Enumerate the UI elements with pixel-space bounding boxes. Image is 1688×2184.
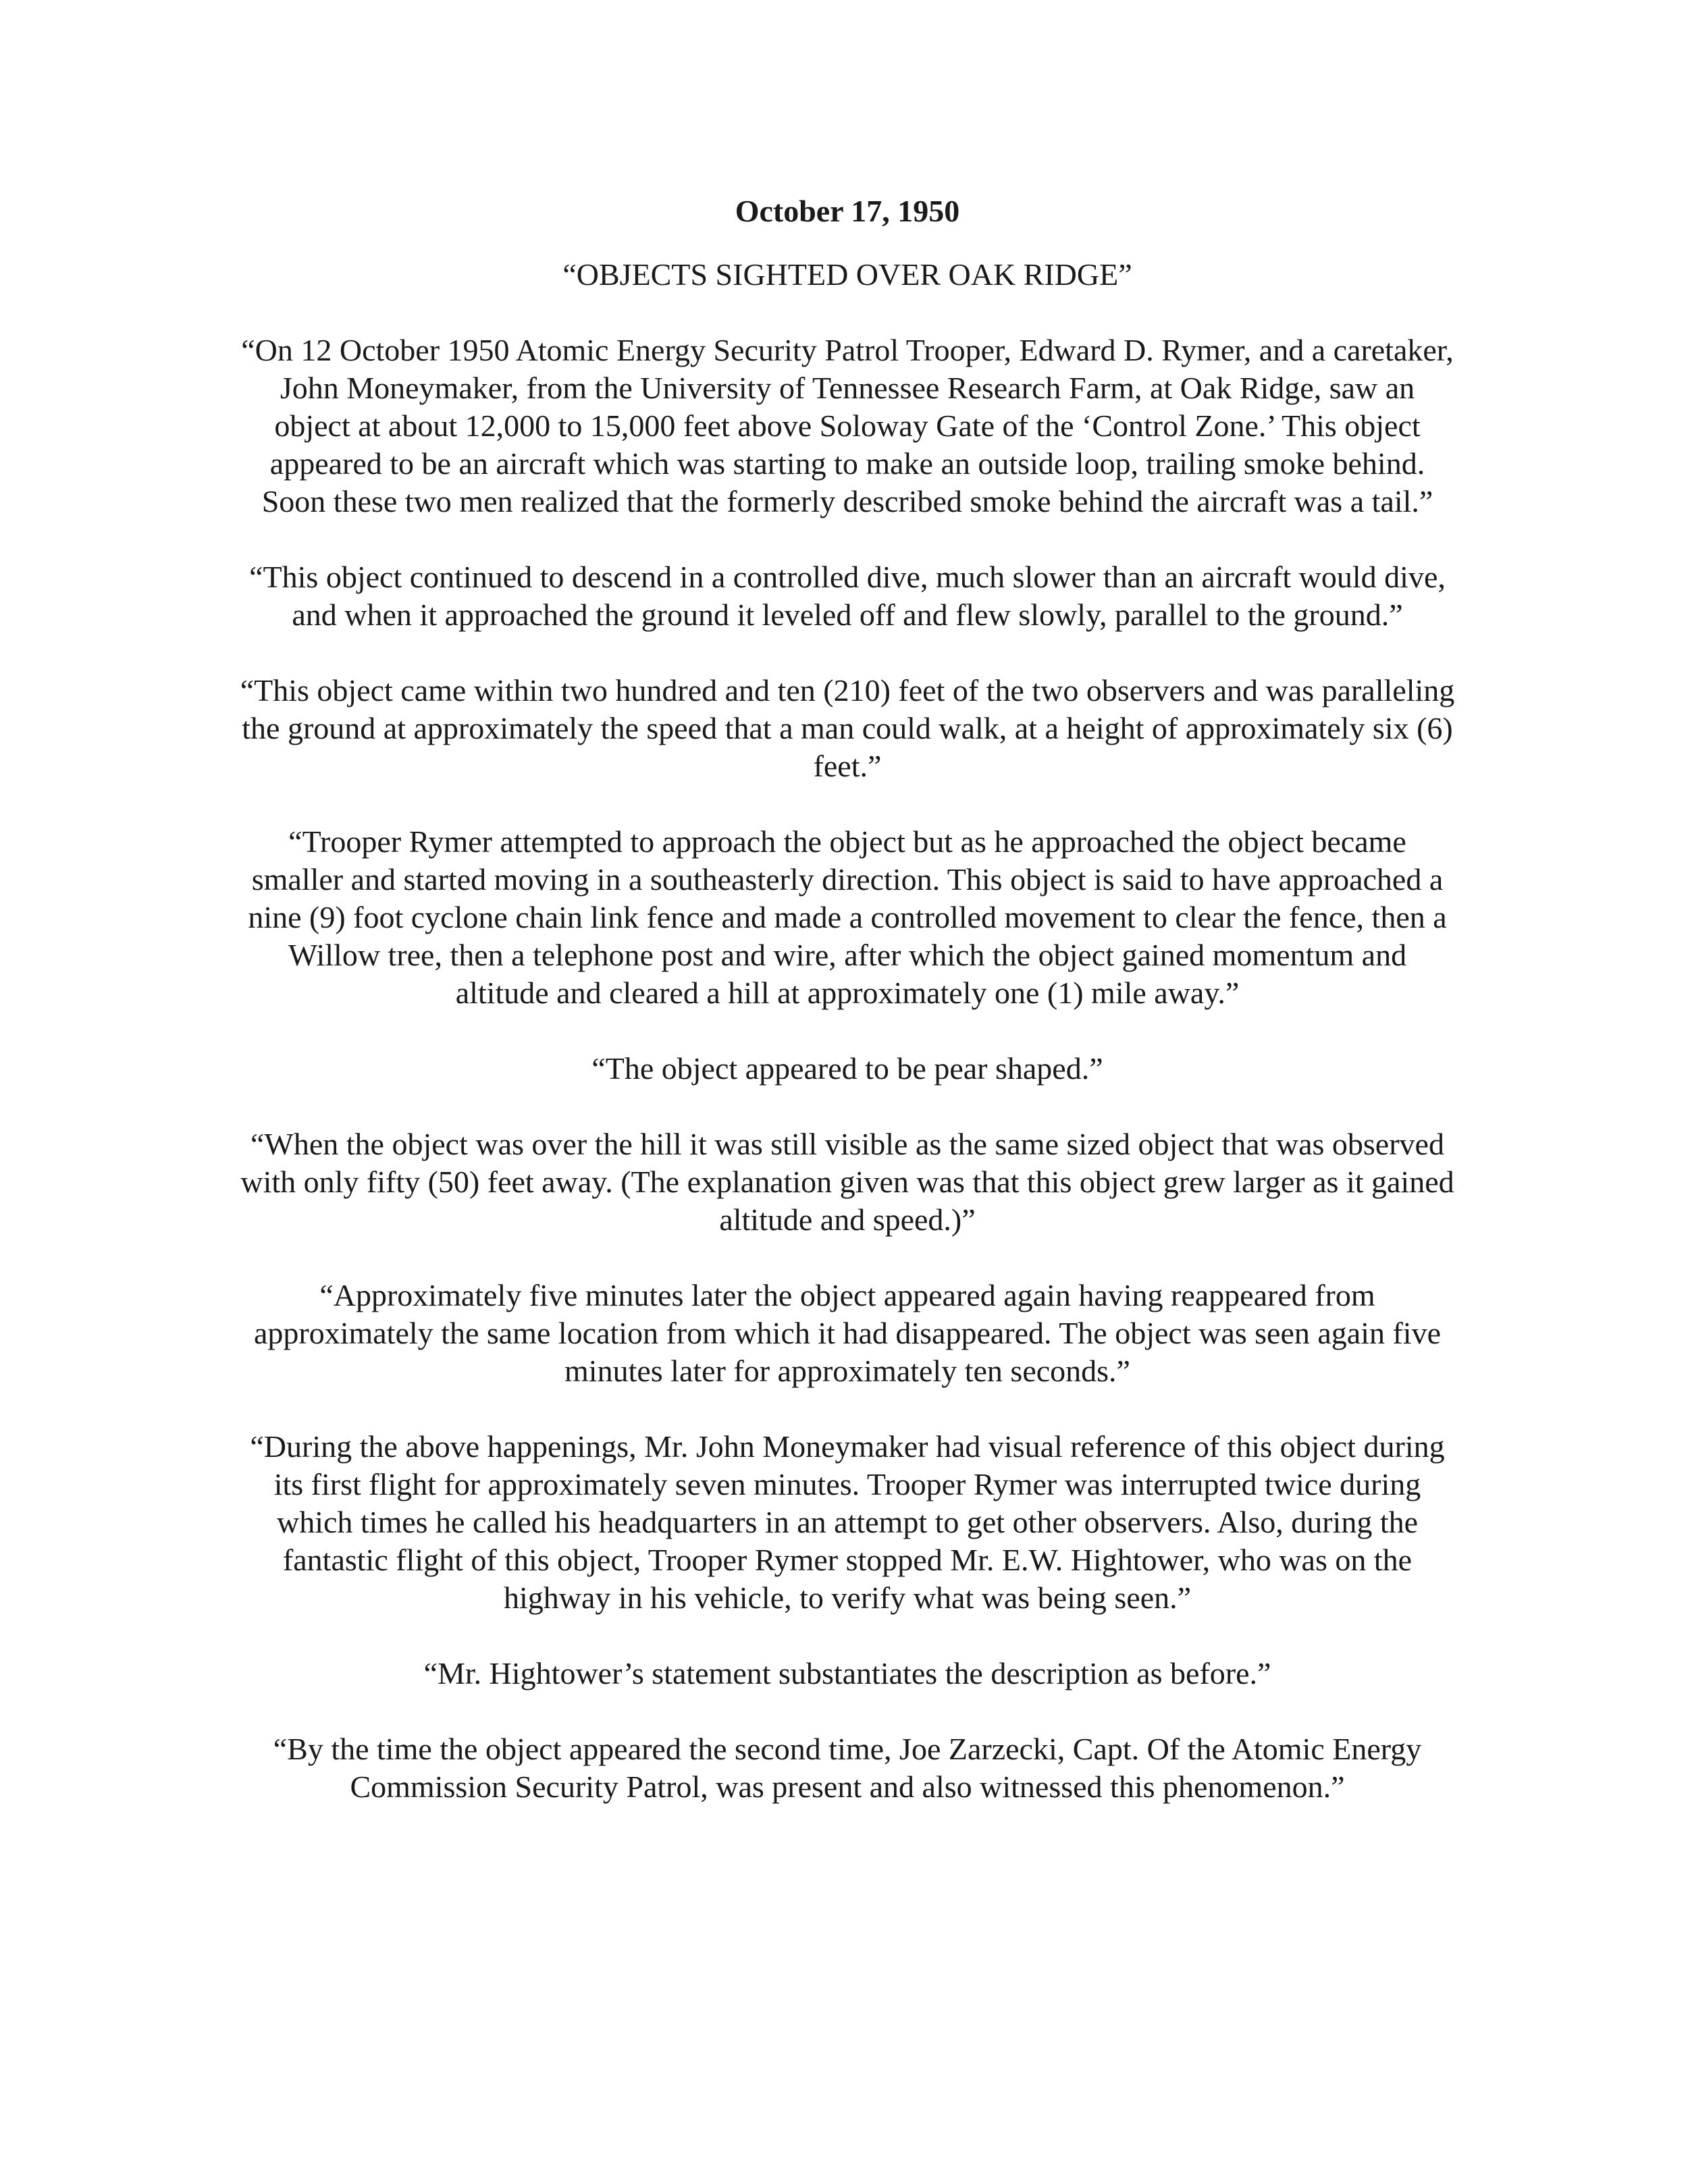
paragraph-7: “Approximately five minutes later the object appeared again having reappeared from approximately the same location from which it had disappeared. The object was seen again five minutes later for approximately ten seconds.”	[253, 1278, 1442, 1388]
paragraph-2: “This object continued to descend in a controlled dive, much slower than an aircraft would dive, and when it approached the ground it leveled off and flew slowly, parallel to the ground.”	[249, 560, 1446, 632]
document-body	[240, 192, 1455, 1844]
paragraph-1: “On 12 October 1950 Atomic Energy Security Patrol Trooper, Edward D. Rymer, and a caretaker, John Moneymaker, from the University of Tennessee Research Farm, at Oak Ridge, saw an object at about 12,000 to 15,000 feet above Soloway Gate of the ‘Control Zone.’ This object appeared to be an aircraft which was starting to make an outside loop, trailing smoke behind. Soon these two men realized that the formerly described smoke behind the aircraft was a tail.”	[241, 333, 1454, 518]
paragraph-10: “By the time the object appeared the second time, Joe Zarzecki, Capt. Of the Atomic Energy Commission Security Patrol, was present and also witnessed this phenomenon.”	[273, 1732, 1422, 1804]
document-date: October 17, 1950	[735, 194, 960, 228]
paragraph-3: “This object came within two hundred and ten (210) feet of the two observers and was paralleling the ground at approximately the speed that a man could walk, at a height of approximately six (6) feet.”	[240, 673, 1455, 783]
paragraph-8: “During the above happenings, Mr. John Moneymaker had visual reference of this object during its first flight for approximately seven minutes. Trooper Rymer was interrupted twice during which times he called his headquarters in an attempt to get other observers. Also, during the fantastic flight of this object, Trooper Rymer stopped Mr. E.W. Hightower, who was on the highway in his vehicle, to verify what was being seen.”	[250, 1429, 1445, 1615]
paragraph-5: “The object appeared to be pear shaped.”	[591, 1051, 1103, 1086]
paragraph-4: “Trooper Rymer attempted to approach the object but as he approached the object became smaller and started moving in a southeasterly direction. This object is said to have approached a nine (9) foot cyclone chain link fence and made a controlled movement to clear the fence, then a Willow tree, then a telephone post and wire, after which the object gained momentum and altitude and cleared a hill at approximately one (1) mile away.”	[248, 824, 1447, 1010]
paragraph-6: “When the object was over the hill it was still visible as the same sized object that was observed with only fifty (50) feet away. (The explanation given was that this object grew larger as it gained altitude and speed.)”	[240, 1127, 1454, 1237]
paragraph-9: “Mr. Hightower’s statement substantiates the description as before.”	[423, 1656, 1271, 1690]
document-title: “OBJECTS SIGHTED OVER OAK RIDGE”	[562, 257, 1132, 292]
